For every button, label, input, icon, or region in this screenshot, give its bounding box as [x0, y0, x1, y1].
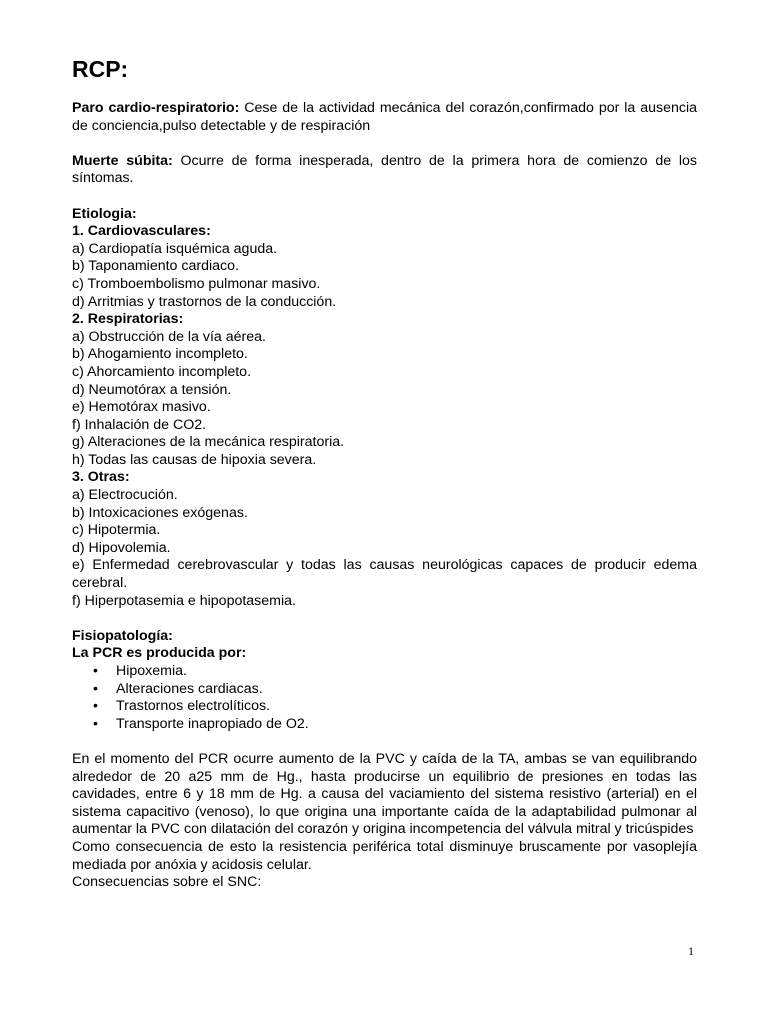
list-item: h) Todas las causas de hipoxia severa. [72, 451, 317, 468]
group-heading: 3. Otras: [72, 469, 130, 486]
bullet-text: Alteraciones cardiacas. [116, 680, 263, 697]
bullet-text: Trastornos electrolíticos. [116, 698, 271, 715]
bullet-icon: • [93, 715, 98, 732]
list-item: a) Obstrucción de la vía aérea. [72, 328, 266, 345]
paro-term: Paro cardio-respiratorio: [72, 100, 240, 116]
list-item: a) Electrocución. [72, 487, 178, 504]
list-item: f) Inhalación de CO2. [72, 416, 207, 433]
fisiopatologia-bullet-list [72, 663, 697, 733]
list-item: f) Hiperpotasemia e hipopotasemia. [72, 592, 296, 609]
fisiopatologia-subheading: La PCR es producida por: [72, 645, 247, 662]
muerte-text: Ocurre de forma inesperada, dentro de la primera hora de comienzo de los síntomas. [72, 152, 697, 187]
bullet-item [72, 716, 697, 734]
paro-definition [72, 100, 697, 135]
list-item: a) Cardiopatía isquémica aguda. [72, 240, 278, 257]
body-paragraph-snc: Consecuencias sobre el SNC: [72, 874, 262, 891]
list-item: b) Intoxicaciones exógenas. [72, 504, 248, 521]
bullet-icon: • [93, 663, 98, 679]
bullet-item [72, 698, 697, 716]
etiologia-group-respiratorias [72, 311, 697, 469]
list-item: g) Alteraciones de la mecánica respiratoria. [72, 434, 345, 451]
muerte-definition [72, 153, 697, 188]
list-item: d) Hipovolemia. [72, 539, 171, 556]
list-item: c) Ahorcamiento incompleto. [72, 363, 252, 380]
list-item: b) Taponamiento cardiaco. [72, 258, 239, 275]
bullet-item [72, 663, 697, 681]
list-item: e) Enfermedad cerebrovascular y todas las causas neurológicas capaces de producir edema cerebral. [72, 557, 697, 592]
group-heading: 1. Cardiovasculares: [72, 223, 211, 240]
etiologia-group-otras [72, 469, 697, 610]
group-heading: 2. Respiratorias: [72, 311, 184, 328]
bullet-icon: • [93, 680, 98, 697]
bullet-text: Transporte inapropiado de O2. [116, 715, 309, 732]
etiologia-heading: Etiologia: [72, 205, 137, 222]
body-paragraph-pcr: En el momento del PCR ocurre aumento de la PVC y caída de la TA, ambas se van equilibrando alrededor de 20 a25 mm de Hg., hasta producirse un equilibrio de presiones en todas las cavidades, entre 6 y 18 mm de Hg. a causa del vaciamiento del sistema resistivo (arterial) en el sistema capacitivo (venoso), lo que origina una importante caída de la adaptabilidad pulmonar al aumentar la PVC con dilatación del corazón y origina incompetencia del válvula mitral y tricúspides [72, 750, 697, 838]
paro-text: Cese de la actividad mecánica del corazón,confirmado por la ausencia de conciencia,pulso detectable y de respiración [72, 100, 697, 134]
list-item: d) Neumotórax a tensión. [72, 381, 232, 398]
fisiopatologia-heading: Fisiopatología: [72, 627, 173, 644]
bullet-item [72, 681, 697, 699]
document-title: RCP: [72, 56, 129, 82]
list-item: c) Tromboembolismo pulmonar masivo. [72, 275, 321, 292]
page-number: 1 [688, 944, 694, 958]
bullet-text: Hipoxemia. [116, 663, 187, 679]
list-item: c) Hipotermia. [72, 522, 161, 539]
list-item: e) Hemotórax masivo. [72, 399, 211, 416]
document-page [72, 54, 697, 892]
body-paragraph-consecuencia: Como consecuencia de esto la resistencia periférica total disminuye bruscamente por vasoplejía mediada por anóxia y acidosis celular. [72, 838, 697, 873]
list-item: d) Arritmias y trastornos de la conducción. [72, 293, 337, 310]
muerte-term: Muerte súbita: [72, 152, 173, 169]
list-item: b) Ahogamiento incompleto. [72, 346, 248, 363]
bullet-icon: • [93, 698, 98, 715]
etiologia-group-cardiovasculares [72, 223, 697, 311]
